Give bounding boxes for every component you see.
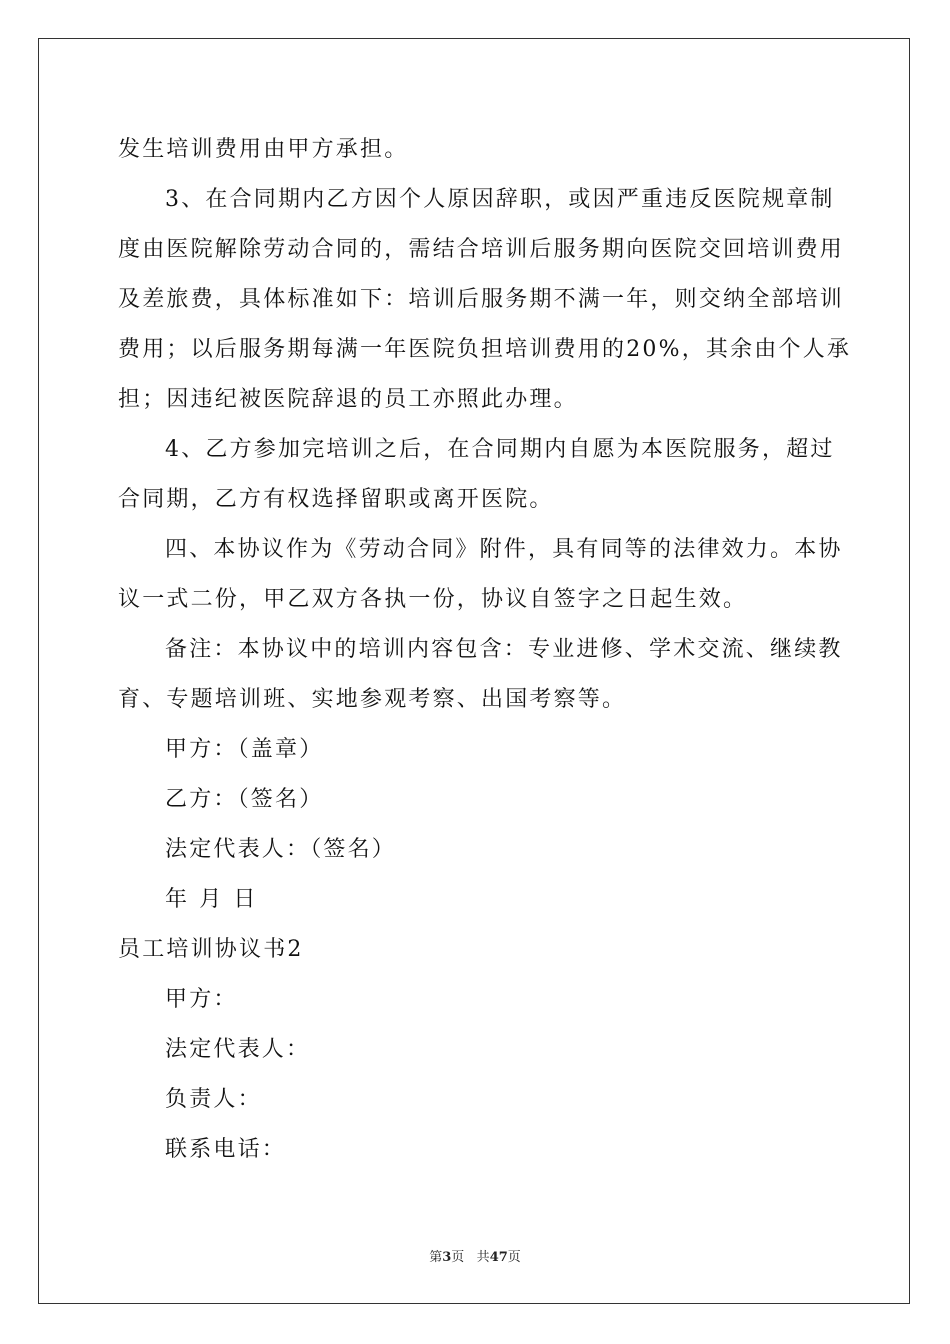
total-page-count: 47 (489, 1250, 508, 1265)
text-line: 发生培训费用由甲方承担。 (118, 137, 409, 162)
current-page-number: 3 (442, 1250, 452, 1265)
field-contact-phone: 联系电话： (165, 1137, 287, 1162)
field-party-a: 甲方： (165, 987, 238, 1012)
footer-total-suffix: 页 (507, 1250, 521, 1265)
field-legal-rep: 法定代表人： (165, 1037, 311, 1062)
footer-prefix: 第 (429, 1250, 443, 1265)
text-line: 议一式二份，甲乙双方各执一份，协议自签字之日起生效。 (118, 587, 748, 612)
text-line: 及差旅费，具体标准如下：培训后服务期不满一年，则交纳全部培训 (118, 287, 845, 312)
text-line: 3、在合同期内乙方因个人原因辞职，或因严重违反医院规章制 (165, 187, 835, 212)
text-line: 合同期，乙方有权选择留职或离开医院。 (118, 487, 554, 512)
text-line: 4、乙方参加完培训之后，在合同期内自愿为本医院服务，超过 (165, 437, 835, 462)
text-line: 四、本协议作为《劳动合同》附件，具有同等的法律效力。本协 (165, 537, 843, 562)
field-responsible-person: 负责人： (165, 1087, 262, 1112)
signature-party-a: 甲方：（盖章） (165, 737, 324, 762)
signature-legal-rep: 法定代表人：（签名） (165, 837, 397, 862)
footer-total-prefix: 共 (476, 1250, 490, 1265)
date-line: 年 月 日 (165, 887, 258, 912)
signature-party-b: 乙方：（签名） (165, 787, 324, 812)
text-line: 备注：本协议中的培训内容包含：专业进修、学术交流、继续教 (165, 637, 843, 662)
text-line: 育、专题培训班、实地参观考察、出国考察等。 (118, 687, 627, 712)
footer-page-suffix: 页 (451, 1250, 465, 1265)
page-footer (0, 1249, 950, 1267)
text-line: 度由医院解除劳动合同的，需结合培训后服务期向医院交回培训费用 (118, 237, 845, 262)
text-line: 费用；以后服务期每满一年医院负担培训费用的20%，其余由个人承 (118, 337, 852, 362)
text-line: 担；因违纪被医院辞退的员工亦照此办理。 (118, 387, 578, 412)
section-title: 员工培训协议书2 (118, 937, 304, 962)
